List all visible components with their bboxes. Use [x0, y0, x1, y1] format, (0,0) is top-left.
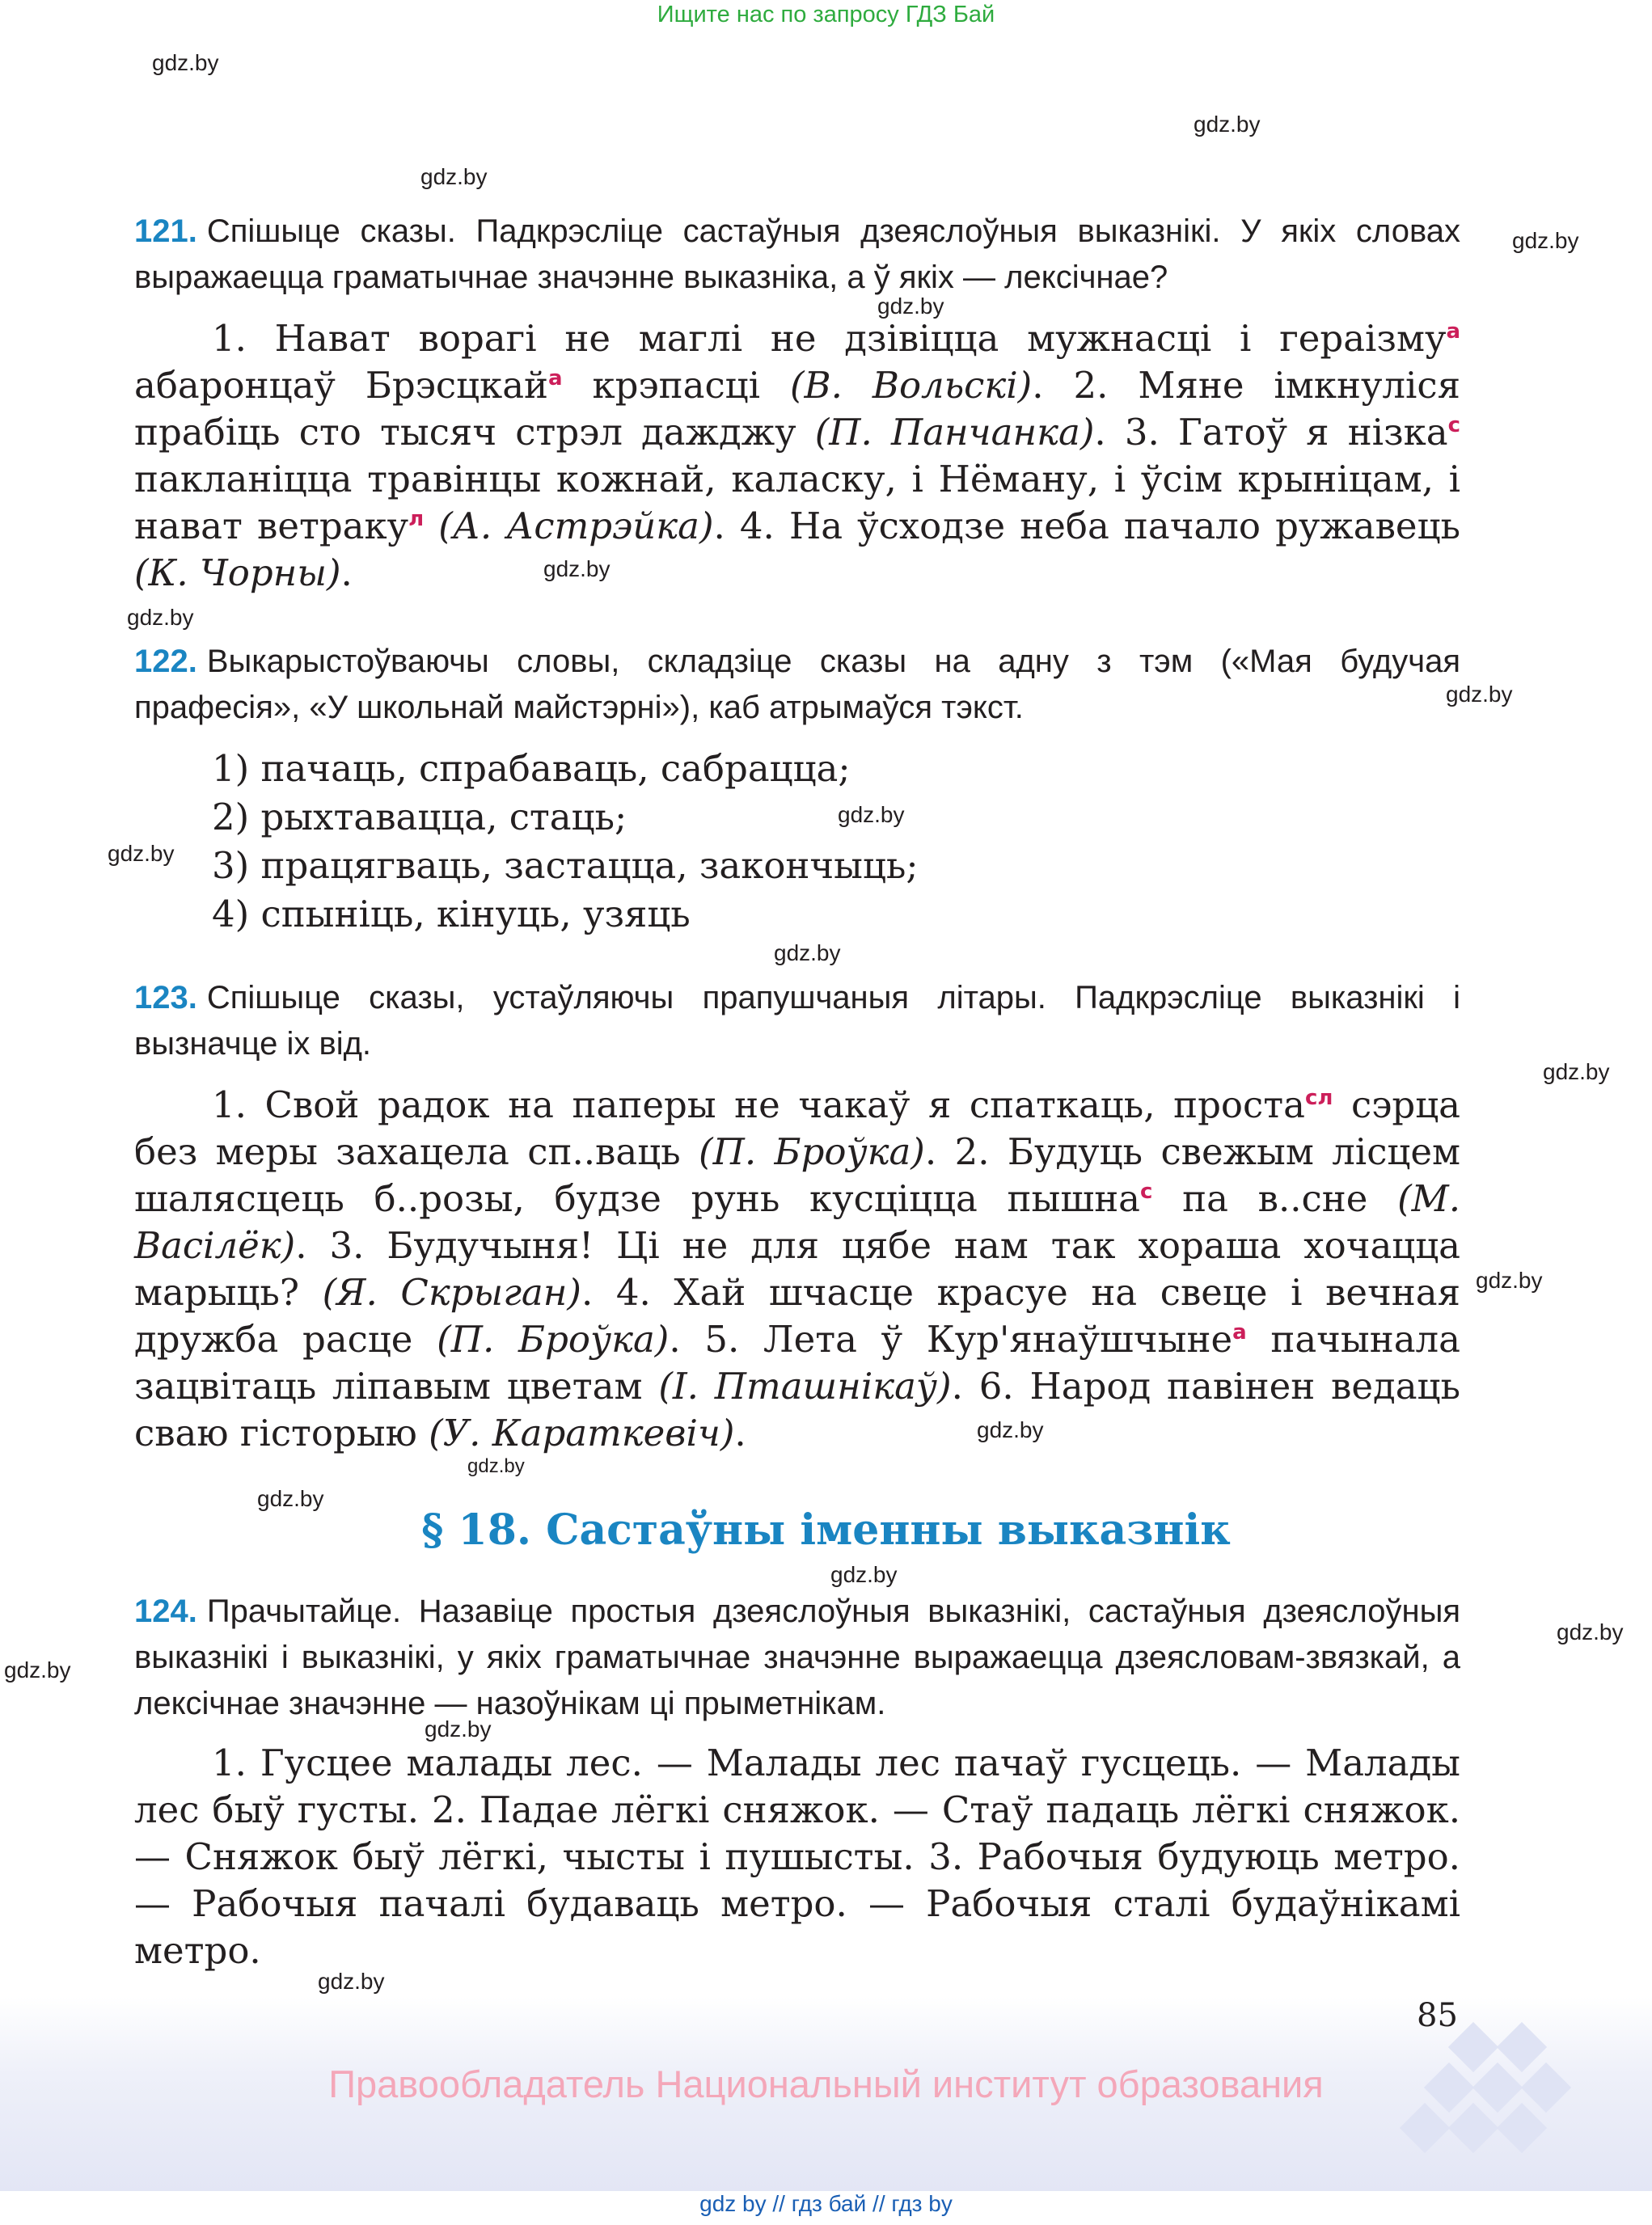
sentence: сэрца без меры захацела сп..ваць	[134, 1083, 1460, 1173]
task-121-instruction	[134, 209, 1460, 301]
sentence: па в..сне	[1152, 1177, 1398, 1220]
author: (М. Васілёк)	[134, 1177, 1460, 1267]
stress-mark: сл	[1304, 1086, 1333, 1110]
stress-mark: а	[548, 366, 563, 391]
copyright-notice: Правообладатель Национальный институт образования	[328, 2062, 1324, 2105]
stress-mark: а	[1232, 1320, 1247, 1345]
task-text: Прачытайце. Назавіце простыя дзеяслоўныя выказнікі, састаўныя дзеяслоўныя выказнікі і выказнікі, у якіх граматычнае значэнне выражаецца дзеясловам-звязкай, а лексічнае значэнне — назоўнікам ці прыметнікам.	[134, 1594, 1460, 1721]
watermark: gdz.by	[467, 1455, 525, 1477]
sentence: пакланіцца травінцы кожнай, каласку, і Нёману, і ўсім крыніцам, і нават ветраку	[134, 458, 1460, 547]
sentence: абаронцаў Брэсцкай	[134, 364, 549, 407]
sentence: . 3. Гатоў я нізка	[1094, 411, 1448, 454]
task-122-word-list	[212, 745, 919, 939]
sentence: .	[340, 551, 353, 594]
task-123-instruction	[134, 975, 1460, 1067]
watermark: gdz.by	[318, 1969, 385, 1994]
sentence: . 3. Будучыня! Ці не для цябе нам так хораша хочацца марыць?	[134, 1224, 1460, 1314]
task-number: 124.	[134, 1594, 197, 1629]
task-number: 122.	[134, 644, 197, 679]
author: (П. Броўка)	[437, 1318, 670, 1361]
task-124-exercise	[134, 1740, 1460, 1974]
search-hint: Ищите нас по запросу ГДЗ Бай	[657, 2, 995, 27]
task-number: 121.	[134, 213, 197, 249]
watermark: gdz.by	[4, 1657, 71, 1682]
sentence: . 2. Мяне імкнуліся прабіць сто тысяч стрэл дажджу	[134, 364, 1460, 454]
sentence: . 5. Лета ў Кур'янаўшчыне	[669, 1318, 1233, 1361]
stress-mark: а	[1446, 319, 1460, 344]
watermark: gdz.by	[1194, 112, 1261, 137]
watermark: gdz.by	[1446, 682, 1513, 707]
task-124-instruction	[134, 1589, 1460, 1727]
watermark: gdz.by	[127, 605, 194, 630]
watermark: gdz.by	[977, 1417, 1044, 1442]
sentence: 1. Гусцее малады лес. — Малады лес пачаў гусцець. — Малады лес быў густы. 2. Падае лёгкі сняжок. — Стаў падаць лёгкі сняжок. — Сняжок быў лёгкі, чысты і пушысты. 3. Рабочыя будуюць метро. — Рабочыя пачалі будаваць метро. — Рабочыя сталі будаўнікамі метро.	[134, 1742, 1460, 1972]
task-text: Спішыце сказы. Падкрэсліце састаўныя дзеяслоўныя выказнікі. У якіх словах выражаецца граматычнае значэнне выказніка, а ў якіх — лексічнае?	[134, 213, 1460, 295]
section-heading: § 18. Састаўны іменны выказнік	[421, 1505, 1231, 1555]
watermark: gdz.by	[1476, 1268, 1543, 1293]
watermark: gdz.by	[830, 1562, 898, 1587]
author: (Я. Скрыган)	[322, 1271, 581, 1314]
task-123-exercise	[134, 1082, 1460, 1457]
watermark: gdz.by	[420, 164, 488, 189]
author: (А. Астрэйка)	[438, 505, 714, 547]
watermark: gdz.by	[1557, 1619, 1624, 1644]
list-item: 2) рыхтавацца, стаць;	[212, 796, 627, 838]
task-122-instruction	[134, 639, 1460, 731]
sentence	[424, 505, 438, 547]
sentence: . 6. Народ павінен ведаць сваю гісторыю	[134, 1365, 1460, 1454]
list-item: 4) спыніць, кінуць, узяць	[212, 893, 691, 935]
author: (П. Броўка)	[699, 1130, 925, 1173]
watermark: gdz.by	[877, 293, 944, 319]
watermark: gdz.by	[543, 556, 611, 581]
sentence: крэпасці	[562, 364, 790, 407]
task-121-exercise	[134, 315, 1460, 597]
bottom-links[interactable]: gdz by // гдз бай // гдз by	[699, 2191, 953, 2216]
author: (К. Чорны)	[134, 551, 341, 594]
sentence: . 4. На ўсходзе неба пачало ружавець	[713, 505, 1461, 547]
stress-mark: л	[408, 507, 425, 531]
watermark: gdz.by	[1512, 228, 1579, 253]
watermark: gdz.by	[425, 1716, 492, 1742]
author: (І. Пташнікаў)	[658, 1365, 952, 1408]
watermark: gdz.by	[1543, 1059, 1610, 1084]
watermark: gdz.by	[838, 802, 905, 827]
author: (П. Панчанка)	[814, 411, 1095, 454]
task-text: Выкарыстоўваючы словы, складзіце сказы на адну з тэм («Мая будучая прафесія», «У школьнай майстэрні»), каб атрымаўся тэкст.	[134, 644, 1460, 725]
stress-mark: с	[1140, 1180, 1153, 1204]
task-number: 123.	[134, 980, 197, 1015]
page-number: 85	[1417, 1997, 1458, 2034]
list-item: 3) працягваць, застацца, закончыць;	[212, 844, 919, 887]
sentence: 1. Нават ворагі не маглі не дзівіцца мужнасці і гераізму	[212, 317, 1447, 360]
author: (У. Караткевіч)	[429, 1412, 735, 1454]
sentence: пачынала зацвітаць ліпавым цветам	[134, 1318, 1460, 1408]
sentence: . 4. Хай шчасце красуе на свеце і вечная дружба расце	[134, 1271, 1460, 1361]
watermark: gdz.by	[108, 841, 175, 866]
sentence: 1. Свой радок на паперы не чакаў я спаткаць, проста	[212, 1083, 1305, 1126]
watermark: gdz.by	[152, 50, 219, 75]
sentence: . 2. Будуць свежым лісцем шалясцець б..розы, будзе рунь кусціцца пышна	[134, 1130, 1460, 1220]
watermark: gdz.by	[257, 1486, 324, 1511]
list-item: 1) пачаць, спрабаваць, сабрацца;	[212, 747, 851, 790]
stress-mark: с	[1447, 413, 1460, 437]
sentence: .	[734, 1412, 746, 1454]
watermark: gdz.by	[774, 940, 841, 965]
task-text: Спішыце сказы, устаўляючы прапушчаныя літары. Падкрэсліце выказнікі і вызначце іх від.	[134, 980, 1460, 1062]
author: (В. Вольскі)	[789, 364, 1033, 407]
